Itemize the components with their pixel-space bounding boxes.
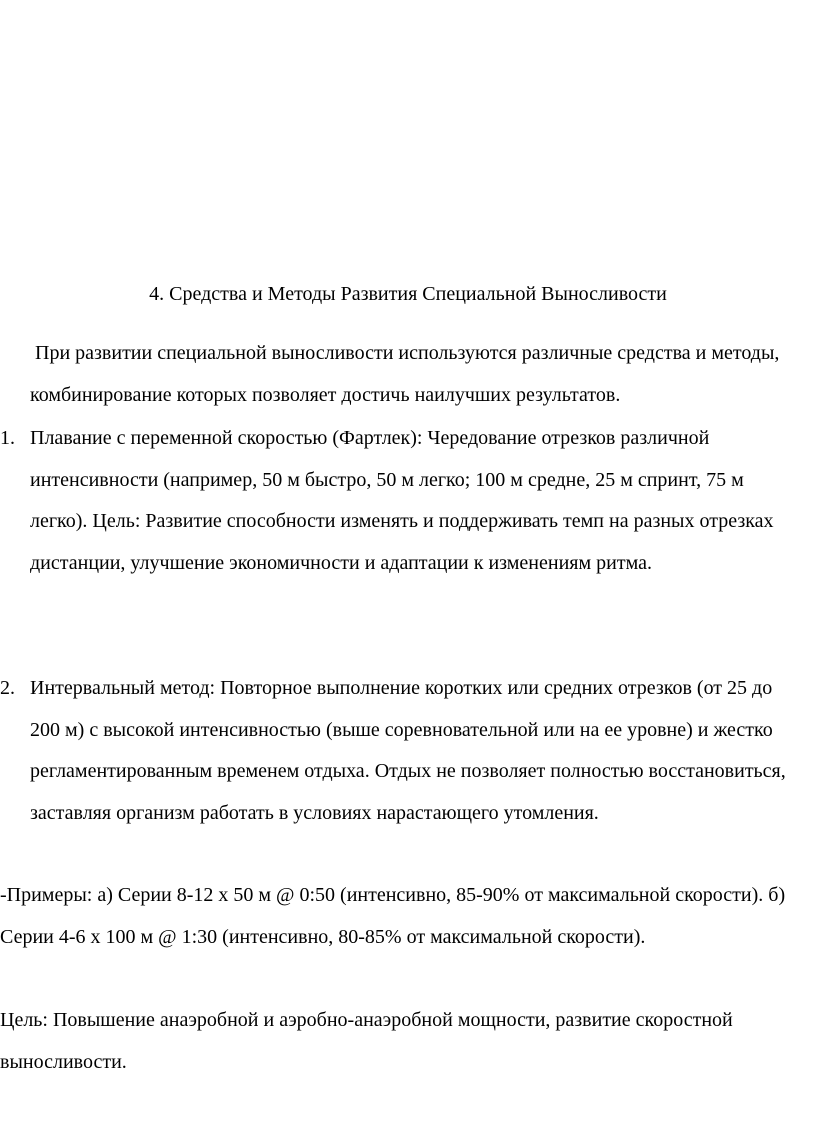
list-item-text: Интервальный метод: Повторное выполнение коротких или средних отрезков (от 25 до 200 м) с высокой интенсивностью (выше соревновательной или на ее уровне) и жестко регламентированным временем отдыха. Отдых не позволяет полностью восстановиться, заставляя организм работать в условиях нарастающего утомления. — [30, 677, 786, 824]
intro-paragraph — [30, 333, 800, 416]
section-heading: 4. Средства и Методы Развития Специальной Выносливости — [149, 283, 667, 305]
intro-text: При развитии специальной выносливости используются различные средства и методы, комбинирование которых позволяет достичь наилучших результатов. — [30, 342, 780, 406]
examples-paragraph: -Примеры: а) Серии 8-12 x 50 м @ 0:50 (интенсивно, 85-90% от максимальной скорости). б) Серии 4-6 x 100 м @ 1:30 (интенсивно, 80-85% от максимальной скорости). — [0, 884, 786, 948]
goal-paragraph: Цель: Повышение анаэробной и аэробно-анаэробной мощности, развитие скоростной выносливости. — [0, 1009, 733, 1073]
list-item-number: 1. — [0, 427, 15, 449]
list-item-number: 2. — [0, 677, 15, 699]
list-item-text: Плавание с переменной скоростью (Фартлек): Чередование отрезков различной интенсивности (например, 50 м быстро, 50 м легко; 100 м средне, 25 м спринт, 75 м легко). Цель: Развитие способности изменять и поддерживать темп на разных отрезках дистанции, улучшение экономичности и адаптации к изменениям ритма. — [30, 427, 774, 574]
